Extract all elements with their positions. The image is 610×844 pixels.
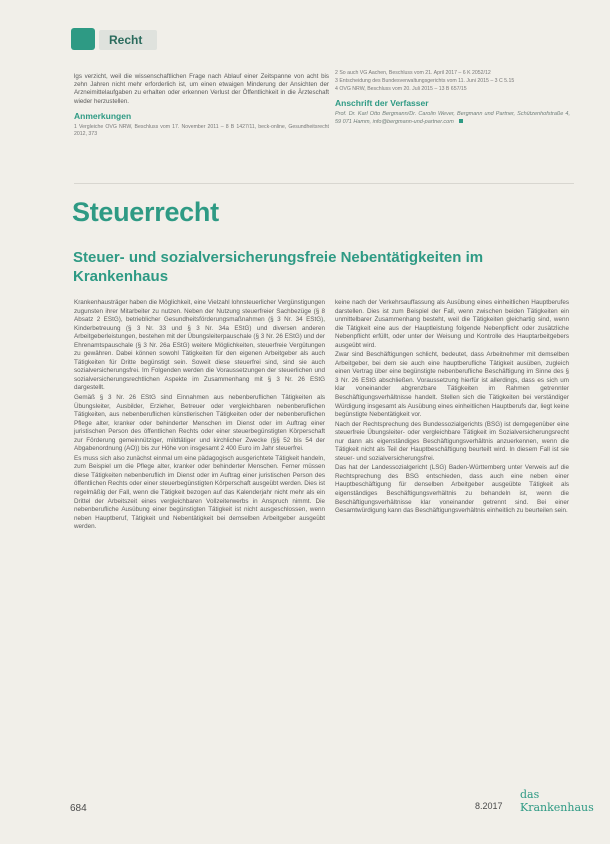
- paragraph: Gemäß § 3 Nr. 26 EStG sind Einnahmen aus nebenberuflichen Tätigkeiten als Übungsleiter, Ausbilder, Erzieher, Betreuer oder vergleichbaren nebenberuflichen Tätigkeiten, aus nebenberuflichen künstlerischen Tätigkeiten oder der nebenberuflichen Pflege alter, kranker oder behinderter Menschen im Dienst oder im Auftrag einer juristischen Person des öffentlichen Rechts oder einer steuerbegünstigten Körperschaft zur Förderung gemeinnütziger, mildtätiger und kirchlicher Zwecke (§§ 52 bis 54 der Abgabenordnung (AO)) bis zur Höhe von insgesamt 2 400 Euro im Jahr steuerfrei.: [74, 394, 325, 453]
- paragraph: Nach der Rechtsprechung des Bundessozialgerichts (BSG) ist demgegenüber eine steuerfreie Übungsleiter- oder vergleichbare Tätigkeit im Sozialversicherungsrecht nur dann als eigenständiges Beschäftigungsverhältnis anzuerkennen, wenn die Tätigkeit nicht als Teil der Hauptbeschäftigung beurteilt wird. In diesem Fall ist sie steuer- und sozialversicherungsfrei.: [335, 420, 569, 462]
- paragraph: Zwar sind Beschäftigungen schlicht, bedeutet, dass Arbeitnehmer mit demselben Arbeitgeber, bei dem sie auch eine hauptberufliche Tätigkeit ausüben, zugleich einen Vertrag über eine begünstigte nebenberufliche Beschäftigung im Sinne des § 3 Nr. 26 EStG abschließen. Voraussetzung hierfür ist allerdings, dass es sich um klar voneinander abgrenzbare Tätigkeiten im Rahmen getrennter Beschäftigungsverhältnisse handelt. Stellen sich die Tätigkeiten bei verständiger Würdigung insgesamt als Ausübung eines einheitlichen Hauptberufs dar, liegt keine begünstigte Nebentätigkeit vor.: [335, 351, 569, 419]
- previous-article-right-column: [335, 70, 570, 127]
- page-number: 684: [70, 803, 87, 814]
- article-left-column: [74, 299, 325, 533]
- reference-4: 4 OVG NRW, Beschluss vom 20. Juli 2015 – 13 B 657/15: [335, 86, 467, 92]
- article-right-column: [335, 299, 569, 517]
- paragraph: Krankenhausträger haben die Möglichkeit, eine Vielzahl lohnsteuerlicher Vergünstigungen zugunsten ihrer Mitarbeiter zu nutzen. Neben der Nutzung steuerfreier Sachbezüge (§ 8 Absatz 2 EStG), betrieblicher Gesundheitsförderungsmaßnahmen (§ 3 Nr. 34 EStG), Kinderbetreuung (§ 3 Nr. 33 und § 3 Nr. 34a EStG) und diversen anderen Arbeitgeberleistungen, bestehen mit der Übungsleiterpauschale (§ 3 Nr. 26 EStG) und der Ehrenamtspauschale (§ 3 Nr. 26a EStG) weitere Möglichkeiten, steuerfreie Vergütungen zu gewähren. Dabei können sowohl Tätigkeiten für den eigenen Arbeitgeber als auch Tätigkeiten für Dritte begünstigt sein. Soweit diese steuerfrei sind, sind sie auch sozialversicherungsfrei. Im Folgenden werden die Voraussetzungen der steuerlichen und sozialversicherungsrechtlichen Aspekte im Zusammenhang mit § 3 Nr. 26 EStG dargestellt.: [74, 299, 325, 392]
- section-title: Steuerrecht: [72, 197, 219, 227]
- section-label: Recht: [99, 30, 157, 50]
- paragraph: Es muss sich also zunächst einmal um eine pädagogisch ausgerichtete Tätigkeit handeln, zum Beispiel um die Pflege alter, kranker oder behinderter Menschen. Ferner müssen diese Tätigkeiten nebenberuflich im Dienst oder im Auftrag einer juristischen Person des öffentlichen Rechts oder einer steuerbegünstigten Körperschaft ausgeübt werden. Dies ist regelmäßig der Fall, wenn die Tätigkeit bezogen auf das Kalenderjahr nicht mehr als ein Drittel der Arbeitszeit eines vergleichbaren Vollzeiterwerbs in Anspruch nimmt. Die nebenberufliche Ausübung einer begünstigten Tätigkeit ist nicht ausgeschlossen, wenn neben Hauptberuf, Tätigkeit und Nebentätigkeit bei demselben Arbeitgeber ausgeübt werden.: [74, 454, 325, 531]
- previous-article-text: lgs verzicht, weil die wissenschaftlichen Frage nach Ablauf einer Zeitspanne von acht bis zehn Jahren nicht mehr erforderlich ist, um einen etwaigen Minderung der Ansichten der Arzneimittelaufgaben zu erhalten oder erkennen Verlust der Öffentlichkeit in die Ärzteschaft wieder herzustellen.: [74, 73, 329, 105]
- section-divider: [74, 183, 574, 184]
- end-mark: [459, 119, 463, 123]
- reference-2: 2 So auch VG Aachen, Beschluss vom 21. April 2017 – 6 K 2052/12: [335, 70, 491, 76]
- address-heading: Anschrift der Verfasser: [335, 98, 429, 108]
- paragraph: Das hat der Landessozialgericht (LSG) Baden-Württemberg unter Verweis auf die Rechtsprechung des BSG entschieden, dass auch eine neben einer Hauptbeschäftigung für denselben Arbeitgeber ausgeübte Tätigkeit als eigenständiges Beschäftigungsverhältnis zu behandeln ist, wenn die Beschäftigungsverhältnisse klar voneinander getrennt sind. Bei einer Gesamtwürdigung kann das Beschäftigungsverhältnis einheitlich zu beurteilen sein.: [335, 464, 569, 515]
- reference-3: 3 Entscheidung des Bundesverwaltungsgerichts vom 11. Juni 2015 – 3 C 5.15: [335, 78, 515, 84]
- note-1: 1 Vergleiche OVG NRW, Beschluss vom 17. November 2011 – 8 B 1427/11, beck-online, Gesundheitsrecht 2012, 373: [74, 124, 329, 138]
- paragraph: keine nach der Verkehrsauffassung als Ausübung eines einheitlichen Hauptberufes darstellen. Dies ist zum Beispiel der Fall, wenn zwischen beiden Tätigkeiten ein unmittelbarer Zusammenhang besteht, weil die Tätigkeiten gleichartig sind, wenn die Tätigkeit eine aus der Hauptleistung folgende Nebenpflicht oder zusätzliche Nebenpflicht erfüllt, oder unter der Weisung und Kontrolle des Hauptarbeitgebers ausgeübt wird.: [335, 299, 569, 349]
- section-marker: [71, 28, 95, 50]
- article-title: Steuer- und sozialversicherungsfreie Nebentätigkeiten im Krankenhaus: [73, 249, 484, 285]
- previous-article-left-column: [74, 73, 329, 139]
- journal-logo: das Krankenhaus: [520, 788, 594, 814]
- author-address: Prof. Dr. Karl Otto Bergmann/Dr. Carolin Wever, Bergmann und Partner, Schützenhofstraße 4, 59 071 Hamm, info@bergmann-und-partner.com: [335, 111, 570, 125]
- issue-number: 8.2017: [475, 801, 503, 811]
- notes-heading: Anmerkungen: [74, 110, 132, 121]
